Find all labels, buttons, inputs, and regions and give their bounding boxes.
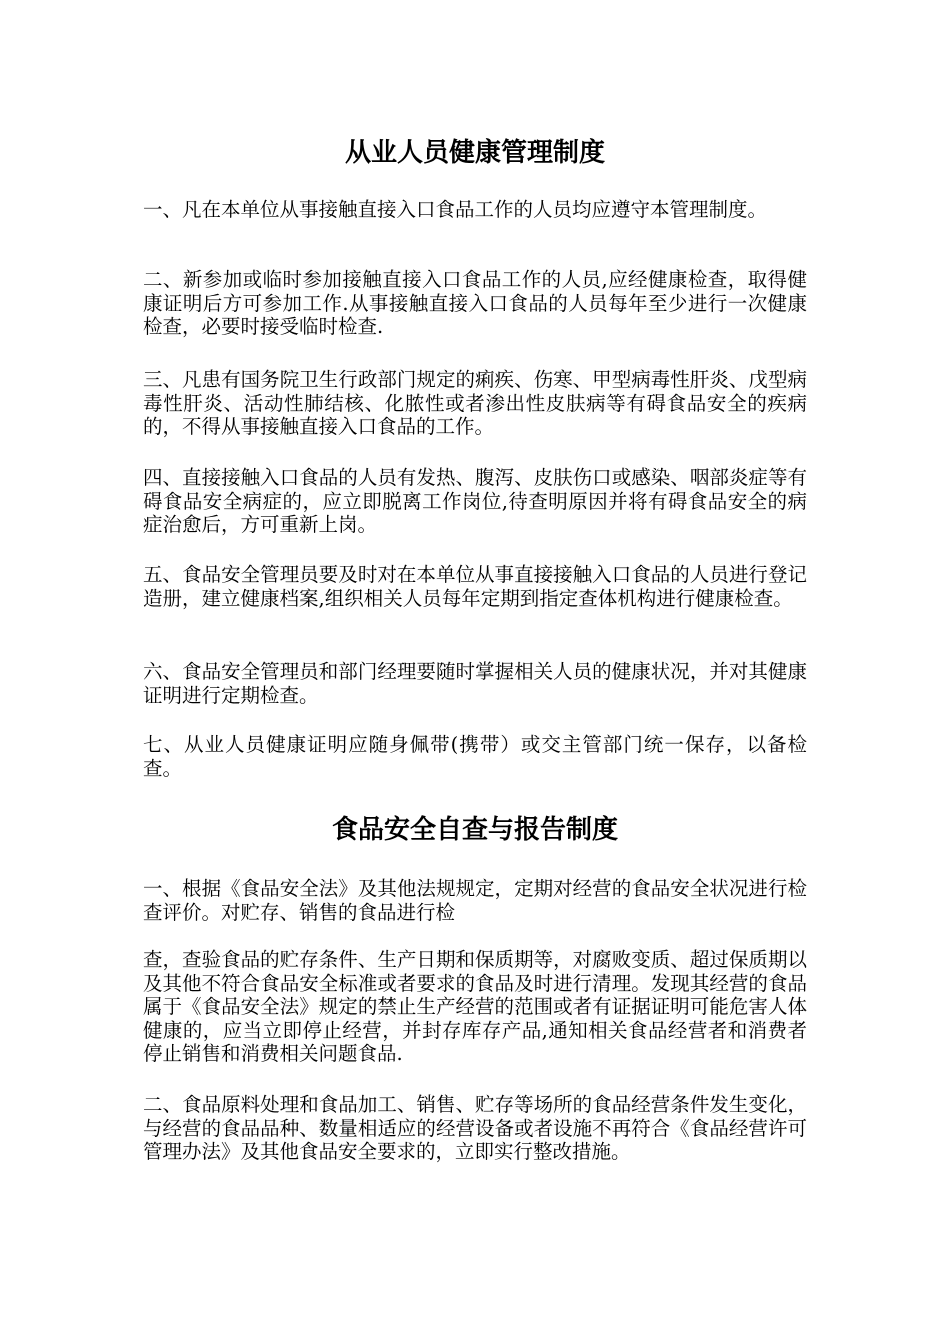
paragraph: 一、凡在本单位从事接触直接入口食品工作的人员均应遵守本管理制度。 [143,198,768,221]
paragraph: 七、从业人员健康证明应随身佩带(携带）或交主管部门统一保存，以备检查。 [143,733,807,780]
paragraph: 三、凡患有国务院卫生行政部门规定的痢疾、伤寒、甲型病毒性肝炎、戊型病毒性肝炎、活动性肺结核、化脓性或者渗出性皮肤病等有碍食品安全的疾病的，不得从事接触直接入口食品的工作。 [143,368,807,438]
paragraph: 五、食品安全管理员要及时对在本单位从事直接接触入口食品的人员进行登记造册，建立健康档案,组织相关人员每年定期到指定查体机构进行健康检查。 [143,563,807,610]
paragraph: 二、新参加或临时参加接触直接入口食品工作的人员,应经健康检查，取得健康证明后方可参加工作.从事接触直接入口食品的人员每年至少进行一次健康检查，必要时接受临时检查. [143,268,807,338]
paragraph: 四、直接接触入口食品的人员有发热、腹泻、皮肤伤口或感染、咽部炎症等有碍食品安全病症的，应立即脱离工作岗位,待查明原因并将有碍食品安全的病症治愈后，方可重新上岗。 [143,466,807,536]
section-title-health-management: 从业人员健康管理制度 [344,138,605,168]
paragraph: 六、食品安全管理员和部门经理要随时掌握相关人员的健康状况，并对其健康证明进行定期检查。 [143,660,807,707]
paragraph: 查，查验食品的贮存条件、生产日期和保质期等，对腐败变质、超过保质期以及其他不符合食品安全标准或者要求的食品及时进行清理。发现其经营的食品属于《食品安全法》规定的禁止生产经营的范围或者有证据证明可能危害人体健康的，应当立即停止经营，并封存库存产品,通知相关食品经营者和消费者停止销售和消费相关问题食品. [143,948,807,1065]
section-title-self-inspection: 食品安全自查与报告制度 [331,815,618,845]
paragraph: 二、食品原料处理和食品加工、销售、贮存等场所的食品经营条件发生变化，与经营的食品品种、数量相适应的经营设备或者设施不再符合《食品经营许可管理办法》及其他食品安全要求的，立即实行整改措施。 [143,1093,807,1163]
paragraph: 一、根据《食品安全法》及其他法规规定，定期对经营的食品安全状况进行检查评价。对贮存、销售的食品进行检 [143,877,807,924]
